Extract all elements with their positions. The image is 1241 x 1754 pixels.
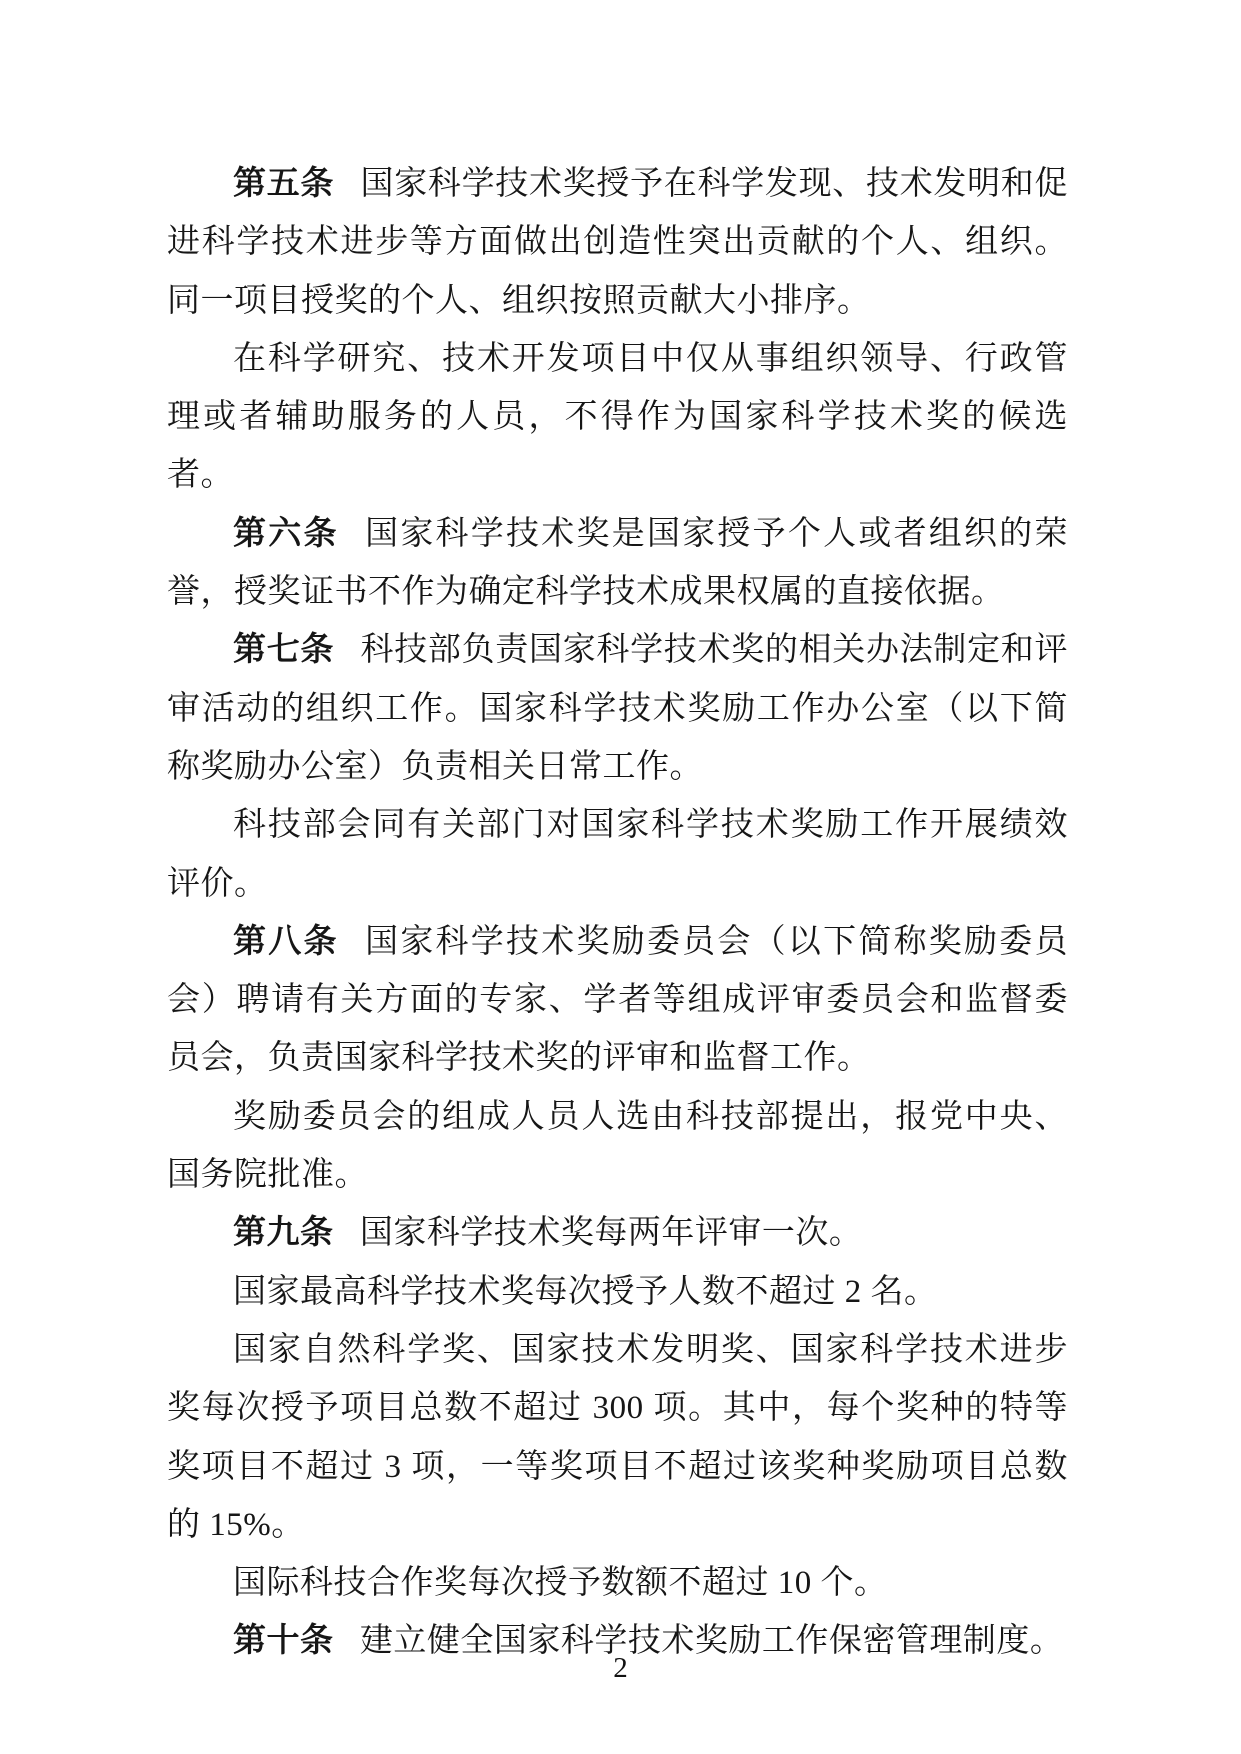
article-number-label: 第七条 — [233, 632, 335, 669]
article-text-block — [167, 155, 1068, 1671]
article-paragraph — [167, 1321, 1068, 1554]
article-paragraph — [167, 330, 1068, 505]
article-body-text: 国际科技合作奖每次授予数额不超过 10 个。 — [233, 1565, 888, 1602]
article-body-text: 国家最高科学技术奖每次授予人数不超过 2 名。 — [233, 1273, 938, 1310]
article-body-text: 国家科学技术奖每两年评审一次。 — [359, 1215, 863, 1252]
article-paragraph — [167, 796, 1068, 913]
article-body-text: 国家科学技术奖励委员会（以下简称奖励委员会）聘请有关方面的专家、学者等组成评审委员会和监督委员会，负责国家科学技术奖的评审和监督工作。 — [167, 923, 1069, 1077]
article-body-text: 奖励委员会的组成人员人选由科技部提出，报党中央、国务院批准。 — [167, 1098, 1068, 1194]
article-paragraph — [167, 1204, 1068, 1262]
article-body-text: 国家科学技术奖是国家授予个人或者组织的荣誉，授奖证书不作为确定科学技术成果权属的直接依据。 — [167, 515, 1069, 611]
article-paragraph — [167, 621, 1068, 796]
page-number: 2 — [613, 1652, 628, 1684]
article-paragraph — [167, 505, 1068, 622]
article-paragraph — [167, 1088, 1068, 1205]
article-body-text: 科技部会同有关部门对国家科学技术奖励工作开展绩效评价。 — [167, 807, 1068, 902]
article-body-text: 国家自然科学奖、国家技术发明奖、国家科学技术进步奖每次授予项目总数不超过 300 项。其中，每个奖种的特等奖项目不超过 3 项，一等奖项目不超过该奖种奖励项目总数的 15%。 — [167, 1331, 1068, 1543]
article-paragraph — [167, 913, 1068, 1088]
article-paragraph — [167, 1263, 1068, 1321]
article-number-label: 第十条 — [233, 1623, 334, 1660]
article-body-text: 科技部负责国家科学技术奖的相关办法制定和评审活动的组织工作。国家科学技术奖励工作办公室（以下简称奖励办公室）负责相关日常工作。 — [167, 632, 1069, 785]
article-body-text: 在科学研究、技术开发项目中仅从事组织领导、行政管理或者辅助服务的人员，不得作为国家科学技术奖的候选者。 — [167, 340, 1068, 494]
article-body-text: 国家科学技术奖授予在科学发现、技术发明和促进科学技术进步等方面做出创造性突出贡献的个人、组织。同一项目授奖的个人、组织按照贡献大小排序。 — [167, 166, 1069, 319]
article-paragraph — [167, 155, 1068, 330]
article-number-label: 第五条 — [233, 166, 335, 202]
article-number-label: 第六条 — [233, 515, 339, 552]
article-number-label: 第九条 — [233, 1215, 334, 1252]
article-paragraph — [167, 1554, 1068, 1612]
article-number-label: 第八条 — [233, 923, 339, 960]
article-body-text: 建立健全国家科学技术奖励工作保密管理制度。 — [359, 1623, 1064, 1660]
